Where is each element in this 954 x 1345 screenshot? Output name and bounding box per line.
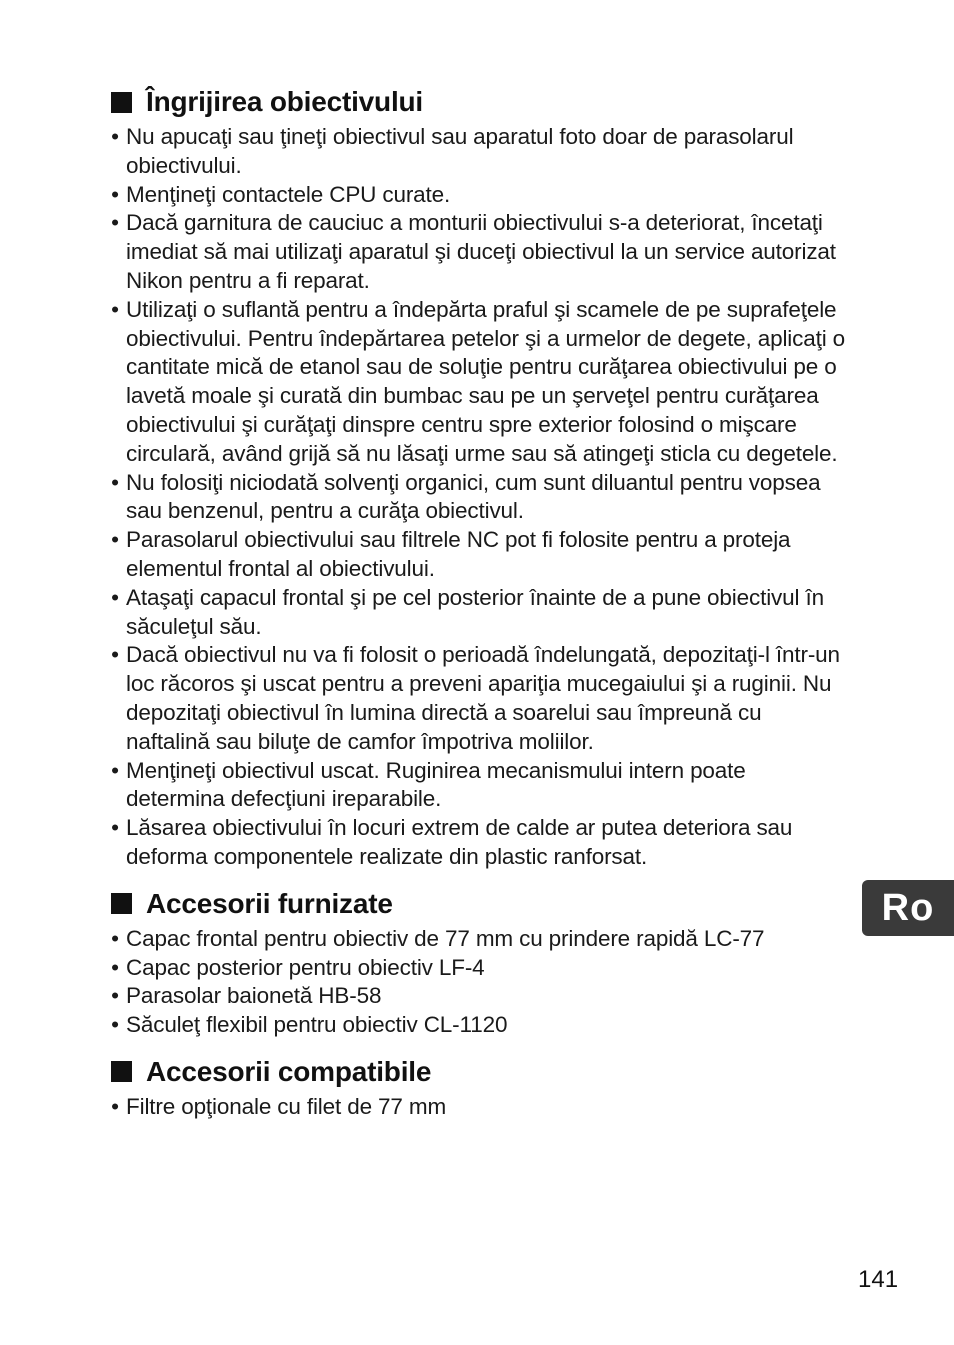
- section-title-text: Accesorii furnizate: [146, 887, 393, 919]
- section-heading: [108, 886, 848, 922]
- section-heading: [108, 1054, 848, 1090]
- section-supplied-accessories: [108, 886, 848, 1040]
- document-body: [108, 84, 848, 1122]
- list-item: • Parasolar baionetă HB-58: [108, 982, 848, 1011]
- section-heading: [108, 84, 848, 120]
- bullet-list: [108, 1093, 848, 1122]
- section-title-text: Îngrijirea obiectivului: [146, 86, 424, 117]
- list-item: • Utilizaţi o suflantă pentru a îndepărta praful şi scamele de pe suprafeţele obiectivului. Pentru îndepărtarea petelor şi a urmelor de degete, aplicaţi o cantitate mică de etanol sau de soluţie pentru curăţarea obiectivului pe o lavetă moale şi curată din bumbac sau pe un şerveţel pentru curăţarea obiectivului şi curăţaţi dinspre centru spre exterior folosind o mişcare circulară, având grijă să nu lăsaţi urme sau să atingeţi sticla cu degetele.: [111, 296, 846, 466]
- list-item: • Menţineţi contactele CPU curate.: [108, 181, 848, 210]
- bullet-dot-icon: •: [111, 1012, 119, 1038]
- list-item: • Parasolarul obiectivului sau filtrele NC pot fi folosite pentru a proteja elementul frontal al obiectivului.: [111, 527, 791, 581]
- page-number: 141: [858, 1266, 899, 1293]
- bullet-list: [108, 123, 848, 872]
- bullet-dot-icon: •: [111, 954, 119, 980]
- language-tab: Ro: [862, 880, 954, 936]
- section-lens-care: [108, 84, 848, 872]
- bullet-dot-icon: •: [111, 983, 119, 1009]
- section-compatible-accessories: [108, 1054, 848, 1122]
- list-item: • Capac posterior pentru obiectiv LF-4: [108, 954, 848, 983]
- bullet-dot-icon: •: [111, 469, 119, 495]
- square-bullet-icon: [111, 1061, 132, 1082]
- list-item: • Capac frontal pentru obiectiv de 77 mm cu prindere rapidă LC-77: [108, 925, 848, 954]
- list-item: • Filtre opţionale cu filet de 77 mm: [108, 1093, 848, 1122]
- square-bullet-icon: [111, 893, 132, 914]
- list-item: • Menţineţi obiectivul uscat. Ruginirea mecanismului intern poate determina defecţiuni ireparabile.: [111, 757, 746, 812]
- list-item: • Dacă garnitura de cauciuc a monturii obiectivului s-a deteriorat, încetaţi imediat să mai utilizaţi aparatul şi duceţi obiectivul la un service autorizat Nikon pentru a fi reparat.: [111, 210, 836, 293]
- bullet-dot-icon: •: [111, 124, 119, 149]
- bullet-dot-icon: •: [111, 527, 119, 553]
- bullet-dot-icon: •: [111, 296, 119, 322]
- bullet-dot-icon: •: [111, 181, 119, 207]
- bullet-dot-icon: •: [111, 815, 119, 841]
- section-title-text: Accesorii compatibile: [146, 1055, 432, 1087]
- bullet-dot-icon: •: [111, 642, 119, 668]
- list-item: • Săculeţ flexibil pentru obiectiv CL-1120: [108, 1011, 848, 1040]
- list-item: • Nu folosiţi niciodată solvenţi organici, cum sunt diluantul pentru vopsea sau benzenul, pentru a curăţa obiectivul.: [111, 469, 821, 524]
- bullet-dot-icon: •: [111, 925, 119, 951]
- bullet-list: [108, 925, 848, 1040]
- list-item: • Ataşaţi capacul frontal şi pe cel posterior înainte de a pune obiectivul în săculeţul său.: [111, 584, 824, 639]
- bullet-dot-icon: •: [111, 757, 119, 783]
- list-item: • Nu apucaţi sau ţineţi obiectivul sau aparatul foto doar de parasolarul obiectivului.: [111, 124, 794, 178]
- bullet-dot-icon: •: [111, 1093, 119, 1119]
- list-item: • Lăsarea obiectivului în locuri extrem de calde ar putea deteriora sau deforma componentele realizate din plastic ranforsat.: [111, 815, 793, 869]
- bullet-dot-icon: •: [111, 210, 119, 236]
- list-item: • Dacă obiectivul nu va fi folosit o perioadă îndelungată, depozitaţi-l într-un loc răcoros şi uscat pentru a preveni apariţia mucegaiului şi a ruginii. Nu depozitaţi obiectivul în lumina directă a soarelui sau împreună cu naftalină sau biluţe de camfor împotriva moliilor.: [111, 642, 840, 754]
- bullet-dot-icon: •: [111, 584, 119, 610]
- square-bullet-icon: [111, 92, 132, 113]
